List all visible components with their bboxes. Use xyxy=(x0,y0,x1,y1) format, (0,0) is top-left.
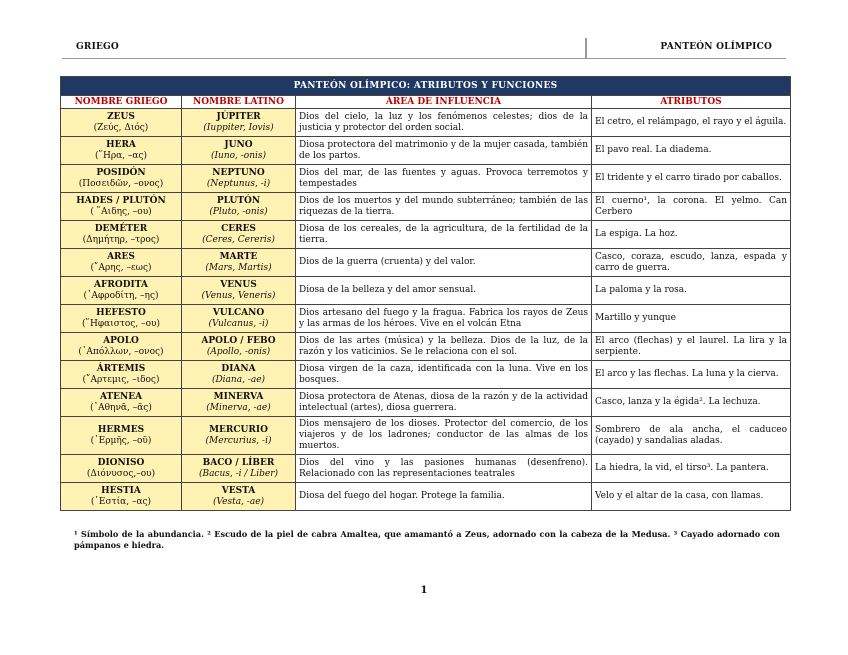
greek-name-cell xyxy=(61,483,182,511)
greek-name-cell xyxy=(61,193,182,221)
latin-name: DIANA xyxy=(221,363,256,374)
latin-name-form: (Iuno, -onis) xyxy=(210,150,267,161)
latin-name: JUNO xyxy=(224,139,253,150)
greek-name-form: (᾿Αθηνᾶ, –ᾶς) xyxy=(90,402,152,413)
latin-name-cell xyxy=(182,249,296,277)
area-cell: Dios del vino y las pasiones humanas (desenfreno). Relacionado con las representaciones teatrales xyxy=(296,455,592,483)
greek-name-cell xyxy=(61,165,182,193)
latin-name: NEPTUNO xyxy=(212,167,265,178)
latin-name-form: (Neptunus, -i) xyxy=(206,178,271,189)
area-cell: Diosa de la belleza y del amor sensual. xyxy=(296,277,592,305)
table-title: PANTEÓN OLÍMPICO: ATRIBUTOS Y FUNCIONES xyxy=(61,77,791,96)
attributes-cell: La espiga. La hoz. xyxy=(592,221,791,249)
latin-name-form: (Iuppiter, Iovis) xyxy=(203,122,274,133)
greek-name-cell xyxy=(61,361,182,389)
latin-name-form: (Apollo, -onis) xyxy=(206,346,271,357)
header-divider xyxy=(585,38,587,59)
greek-name: APOLO xyxy=(103,335,139,346)
greek-name: HERMES xyxy=(97,424,145,435)
table-row xyxy=(61,249,791,277)
latin-name-cell xyxy=(182,165,296,193)
area-cell: Diosa virgen de la caza, identificada con la luna. Vive en los bosques. xyxy=(296,361,592,389)
latin-name-form: (Bacus, -i / Liber) xyxy=(198,468,279,479)
greek-name-cell xyxy=(61,109,182,137)
latin-name-cell xyxy=(182,109,296,137)
table-row xyxy=(61,109,791,137)
table-row xyxy=(61,361,791,389)
latin-name: MINERVA xyxy=(213,391,264,402)
latin-name: MARTE xyxy=(219,251,258,262)
latin-name-form: (Ceres, Cereris) xyxy=(202,234,275,245)
latin-name-cell xyxy=(182,483,296,511)
attributes-cell: El arco y las flechas. La luna y la cierva. xyxy=(592,361,791,389)
latin-name-cell xyxy=(182,137,296,165)
col-header-greek: NOMBRE GRIEGO xyxy=(61,96,182,109)
attributes-cell: Casco, coraza, escudo, lanza, espada y carro de guerra. xyxy=(592,249,791,277)
greek-name: HADES / PLUTÓN xyxy=(76,195,166,206)
latin-name: CERES xyxy=(221,223,256,234)
header-left: GRIEGO xyxy=(76,42,119,52)
greek-name: ÁRTEMIS xyxy=(96,363,146,374)
greek-name-form: (῞Ηρα, –ας) xyxy=(94,150,148,161)
latin-name-cell xyxy=(182,417,296,455)
greek-name: DEMÉTER xyxy=(94,223,148,234)
greek-name: HERA xyxy=(106,139,136,150)
col-header-latin: NOMBRE LATINO xyxy=(182,96,296,109)
greek-name: AFRODITA xyxy=(94,279,148,290)
greek-name: HESTIA xyxy=(101,485,141,496)
latin-name-form: (Mars, Martis) xyxy=(205,262,272,273)
table-row xyxy=(61,417,791,455)
latin-name-form: (Minerva, -ae) xyxy=(206,402,271,413)
greek-name: ATENEA xyxy=(99,391,143,402)
attributes-cell: La hiedra, la vid, el tirso³. La pantera. xyxy=(592,455,791,483)
greek-name-cell xyxy=(61,305,182,333)
header-rule xyxy=(62,58,786,59)
greek-name-form: (῎Αρης, –εως) xyxy=(90,262,152,273)
greek-name-cell xyxy=(61,221,182,249)
attributes-cell: El arco (flechas) y el laurel. La lira y la serpiente. xyxy=(592,333,791,361)
latin-name: VENUS xyxy=(220,279,257,290)
latin-name-form: (Mercurius, -i) xyxy=(205,435,272,446)
area-cell: Dios de las artes (música) y la belleza. Dios de la luz, de la razón y los vaticinios. Se le relaciona con el sol. xyxy=(296,333,592,361)
greek-name-form: (᾿Απόλλων, –ονος) xyxy=(78,346,164,357)
greek-name-form: (῾Εστία, –ας) xyxy=(90,496,152,507)
latin-name-cell xyxy=(182,455,296,483)
attributes-cell: El cetro, el relámpago, el rayo y el águila. xyxy=(592,109,791,137)
greek-name-form: (᾿Αφροδίτη, –ης) xyxy=(83,290,159,301)
greek-name-form: (Δημήτηρ, –τρος) xyxy=(82,234,160,245)
latin-name-cell xyxy=(182,361,296,389)
latin-name-form: (Venus, Veneris) xyxy=(201,290,276,301)
greek-name-cell xyxy=(61,389,182,417)
latin-name: MERCURIO xyxy=(209,424,268,435)
pantheon-table xyxy=(60,76,791,511)
greek-name-form: ( ῞Αιδης, –ου) xyxy=(90,206,152,217)
latin-name: JÚPITER xyxy=(216,111,261,122)
greek-name-form: (Ζεύς, Διός) xyxy=(93,122,149,133)
table-row xyxy=(61,221,791,249)
area-cell: Dios artesano del fuego y la fragua. Fabrica los rayos de Zeus y las armas de los héroes. Vive en el volcán Etna xyxy=(296,305,592,333)
area-cell: Dios del cielo, la luz y los fenómenos celestes; dios de la justicia y protector del orden social. xyxy=(296,109,592,137)
attributes-cell: El pavo real. La diadema. xyxy=(592,137,791,165)
latin-name: APOLO / FEBO xyxy=(201,335,276,346)
area-cell: Dios del mar, de las fuentes y aguas. Provoca terremotos y tempestades xyxy=(296,165,592,193)
attributes-cell: Velo y el altar de la casa, con llamas. xyxy=(592,483,791,511)
greek-name: POSIDÓN xyxy=(96,167,146,178)
greek-name: HEFESTO xyxy=(96,307,146,318)
attributes-cell: Sombrero de ala ancha, el caduceo (cayado) y sandalias aladas. xyxy=(592,417,791,455)
area-cell: Diosa de los cereales, de la agricultura, de la fertilidad de la tierra. xyxy=(296,221,592,249)
greek-name-cell xyxy=(61,455,182,483)
area-cell: Dios de la guerra (cruenta) y del valor. xyxy=(296,249,592,277)
table-row xyxy=(61,165,791,193)
area-cell: Diosa del fuego del hogar. Protege la familia. xyxy=(296,483,592,511)
latin-name-form: (Vulcanus, -i) xyxy=(208,318,269,329)
footnotes: ¹ Símbolo de la abundancia. ² Escudo de la piel de cabra Amaltea, que amamantó a Zeus, adornado con la cabeza de la Medusa. ³ Cayado adornado con pámpanos e hiedra. xyxy=(74,529,780,550)
greek-name-form: (Διόνυσος,–ου) xyxy=(86,468,156,479)
table-row xyxy=(61,305,791,333)
attributes-cell: La paloma y la rosa. xyxy=(592,277,791,305)
greek-name-form: (῾Ερμῆς, –οῦ) xyxy=(90,435,152,446)
latin-name-cell xyxy=(182,389,296,417)
latin-name-form: (Diana, -ae) xyxy=(211,374,266,385)
table-row xyxy=(61,193,791,221)
latin-name: VESTA xyxy=(221,485,256,496)
page-number: 1 xyxy=(420,585,428,596)
latin-name: PLUTÓN xyxy=(216,195,261,206)
greek-name: DIONISO xyxy=(97,457,145,468)
greek-name-form: (῞Ηφαιστος, –ου) xyxy=(82,318,160,329)
table-row xyxy=(61,389,791,417)
latin-name-form: (Pluto, -onis) xyxy=(209,206,268,217)
table-row xyxy=(61,277,791,305)
latin-name-cell xyxy=(182,221,296,249)
table-row xyxy=(61,137,791,165)
latin-name-cell xyxy=(182,305,296,333)
latin-name-form: (Vesta, -ae) xyxy=(212,496,265,507)
greek-name-form: (῎Αρτεμις, –ιδος) xyxy=(82,374,160,385)
area-cell: Diosa protectora de Atenas, diosa de la razón y de la actividad intelectual (artes), diosa guerrera. xyxy=(296,389,592,417)
area-cell: Dios de los muertos y del mundo subterráneo; también de las riquezas de la tierra. xyxy=(296,193,592,221)
col-header-attributes: ATRIBUTOS xyxy=(592,96,791,109)
header-right: PANTEÓN OLÍMPICO xyxy=(660,42,772,52)
greek-name-cell xyxy=(61,277,182,305)
table-row xyxy=(61,333,791,361)
greek-name-cell xyxy=(61,137,182,165)
latin-name-cell xyxy=(182,193,296,221)
attributes-cell: El tridente y el carro tirado por caballos. xyxy=(592,165,791,193)
attributes-cell: Martillo y yunque xyxy=(592,305,791,333)
attributes-cell: El cuerno¹, la corona. El yelmo. Can Cerbero xyxy=(592,193,791,221)
col-header-area: ÁREA DE INFLUENCIA xyxy=(296,96,592,109)
greek-name: ZEUS xyxy=(107,111,135,122)
greek-name-cell xyxy=(61,333,182,361)
table-row xyxy=(61,483,791,511)
latin-name-cell xyxy=(182,277,296,305)
greek-name: ARES xyxy=(107,251,135,262)
area-cell: Diosa protectora del matrimonio y de la mujer casada, también de los partos. xyxy=(296,137,592,165)
latin-name: VULCANO xyxy=(212,307,265,318)
attributes-cell: Casco, lanza y la égida². La lechuza. xyxy=(592,389,791,417)
table-row xyxy=(61,455,791,483)
greek-name-cell xyxy=(61,417,182,455)
area-cell: Dios mensajero de los dioses. Protector del comercio, de los viajeros y de los ladrones; conductor de las almas de los muertos. xyxy=(296,417,592,455)
greek-name-form: (Ποσειδῶν, –ονος) xyxy=(78,178,164,189)
latin-name: BACO / LÍBER xyxy=(202,457,275,468)
greek-name-cell xyxy=(61,249,182,277)
latin-name-cell xyxy=(182,333,296,361)
